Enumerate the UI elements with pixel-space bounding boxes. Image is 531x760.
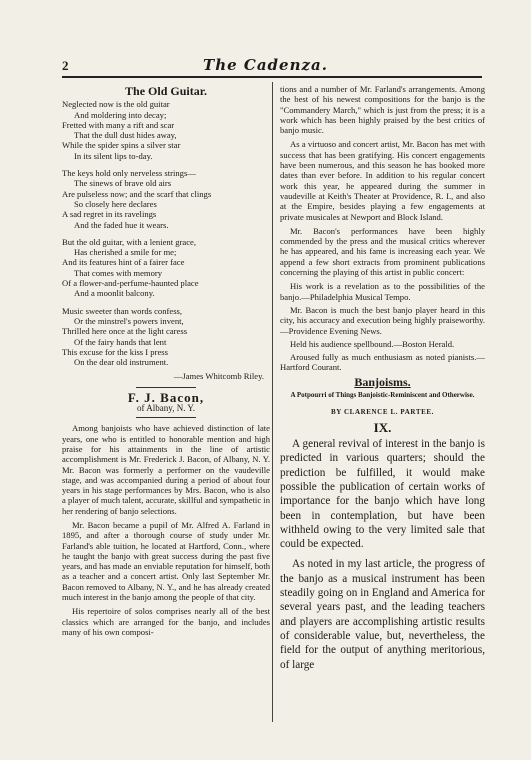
poem-line: While the spider spins a silver star [62, 140, 181, 151]
poem-line: Of a flower-and-perfume-haunted place [62, 278, 199, 289]
poem-line: And moldering into decay; [74, 109, 167, 120]
poem-line: This excuse for the kiss I press [62, 346, 168, 357]
poem-line: Fretted with many a rift and scar [62, 119, 175, 130]
poem-line: But the old guitar, with a lenient grace, [62, 236, 197, 247]
bio-subtitle: of Albany, N. Y. [137, 403, 195, 414]
banjoisms-body [280, 437, 485, 672]
press-quote: Held his audience spellbound.—Boston Herald. [290, 338, 455, 349]
left-column [62, 84, 270, 641]
title-rule [136, 417, 196, 418]
poem-line: Thrilled here once at the light caress [62, 326, 188, 337]
section-number: IX. [373, 419, 392, 435]
bio-paragraph: As a virtuoso and concert artist, Mr. Bacon has met with success that has been gratifying. His concert engagements have been numerous, and this season he has booked more dates than ever before. In addition to his regular concert work this year, he appeared during the summer in vaudeville at Keith's Theater at Providence, R. I., and also at the Empire, besides playing a few engagements at private musicales at Newport and Block Island. [280, 139, 485, 222]
bio-title: F. J. Bacon, [127, 389, 205, 405]
poem-title: The Old Guitar. [125, 84, 207, 98]
bio-paragraph: Mr. Bacon became a pupil of Mr. Alfred A. Farland in 1895, and after a thorough course of study under Mr. Farland's able tuition, he located at Hartford, Conn., where he taught the banjo with great success during the past five years, and has made an enviable reputation for himself, both as a teacher and a concert artist. Only last September Mr. Bacon removed to Albany, N. Y., and he has already created much interest in the banjo among the people of that city. [62, 519, 270, 603]
press-quote: Aroused fully as much enthusiasm as noted pianists.—Hartford Courant. [280, 352, 485, 373]
banjoisms-subtitle: A Potpourri of Things Banjoistic-Reminiscent and Otherwise. [290, 391, 475, 400]
poem-line: On the dear old instrument. [74, 357, 169, 368]
bio-paragraph: Among banjoists who have achieved distinction of late years, one who is entitled to honorable mention and high praise for his attainments in the line of artistic accomplishment is Mr. Frederick J. Bacon, of Albany, N. Y. Mr. Bacon was formerly a performer on the vaudeville stage, and was accompanied during a period of about four years in his stage performances by Mrs. Bacon, who is also a player of much talent, accurate, skillful and sympathetic in her rendering of banjo selections. [62, 423, 270, 516]
column-divider [272, 82, 273, 722]
poem-line: Has cherished a smile for me; [74, 247, 177, 258]
poem-line: And a moonlit balcony. [74, 288, 155, 299]
poem-line: That the dull dust hides away, [74, 130, 177, 141]
poem-line: And the faded hue it wears. [74, 219, 169, 230]
poem-stanza [62, 99, 270, 161]
bio-paragraph: tions and a number of Mr. Farland's arrangements. Among the best of his newest compositions for the banjo is the "Commandery March," which is just from the press; it is a work which has been highly praised by the best critics of banjo music. [280, 84, 485, 136]
poem-line: The keys hold only nerveless strings— [62, 168, 196, 179]
poem-line: A sad regret in its ravelings [62, 209, 157, 220]
bio-paragraph: His repertoire of solos comprises nearly all of the best classics which are arranged for the banjo, and includes many of his own composi- [62, 606, 270, 637]
banjoisms-title: Banjoisms. [354, 374, 411, 389]
poem-stanza [62, 168, 270, 230]
section-rule [136, 387, 196, 388]
poem-line: The sinews of brave old airs [74, 178, 172, 189]
page-number: 2 [62, 58, 69, 73]
poem-stanza [62, 237, 270, 299]
poem-stanza [62, 306, 270, 368]
banjoisms-paragraph: A general revival of interest in the banjo is predicted in various quarters; should the prediction be fulfilled, it would make possible the publication of certain works of importance for the banjo which have long been in contemplation, but have been withheld owing to the very limited sale that could be expected. [280, 438, 485, 551]
poem-line: Or the minstrel's powers invent, [74, 315, 184, 326]
poem-line: Of the fairy hands that lent [74, 336, 167, 347]
poem-line: And its features hint of a fairer face [62, 257, 185, 268]
press-quote: Mr. Bacon is much the best banjo player heard in this city, his accuracy and execution being highly praiseworthy.—Providence Evening News. [280, 304, 485, 336]
poem-line: Music sweeter than words confess, [62, 305, 183, 316]
poem-author: —James Whitcomb Riley. [173, 371, 264, 382]
poem-line: So closely here declares [74, 198, 157, 209]
poem-line: That comes with memory [74, 267, 163, 278]
masthead: The Cadenza. [203, 56, 328, 74]
poem-line: Are pulseless now; and the scarf that clings [62, 188, 212, 199]
poem-line: In its silent lips to-day. [74, 150, 153, 161]
press-quote: His work is a revelation as to the possibilities of the banjo.—Philadelphia Musical Tempo. [280, 281, 485, 302]
right-column [280, 84, 485, 678]
bio-paragraph: Mr. Bacon's performances have been highly commended by the press and the musical critics wherever he has appeared, and his fame is increasing each year. We append a few short extracts from prominent publications concerning the playing of this artist in public concert: [280, 225, 485, 278]
banjoisms-byline: BY CLARENCE L. PARTEE. [331, 407, 434, 416]
banjoisms-paragraph: As noted in my last article, the progress of the banjo as a musical instrument has been steadily going on in England and America for several years past, and the leading teachers and players are accomplishing artistic results of considerable value, but, nevertheless, the field for the output of anything meritorious, of large [280, 558, 485, 671]
header-rule [62, 76, 482, 78]
poem-line: Neglected now is the old guitar [62, 99, 170, 110]
